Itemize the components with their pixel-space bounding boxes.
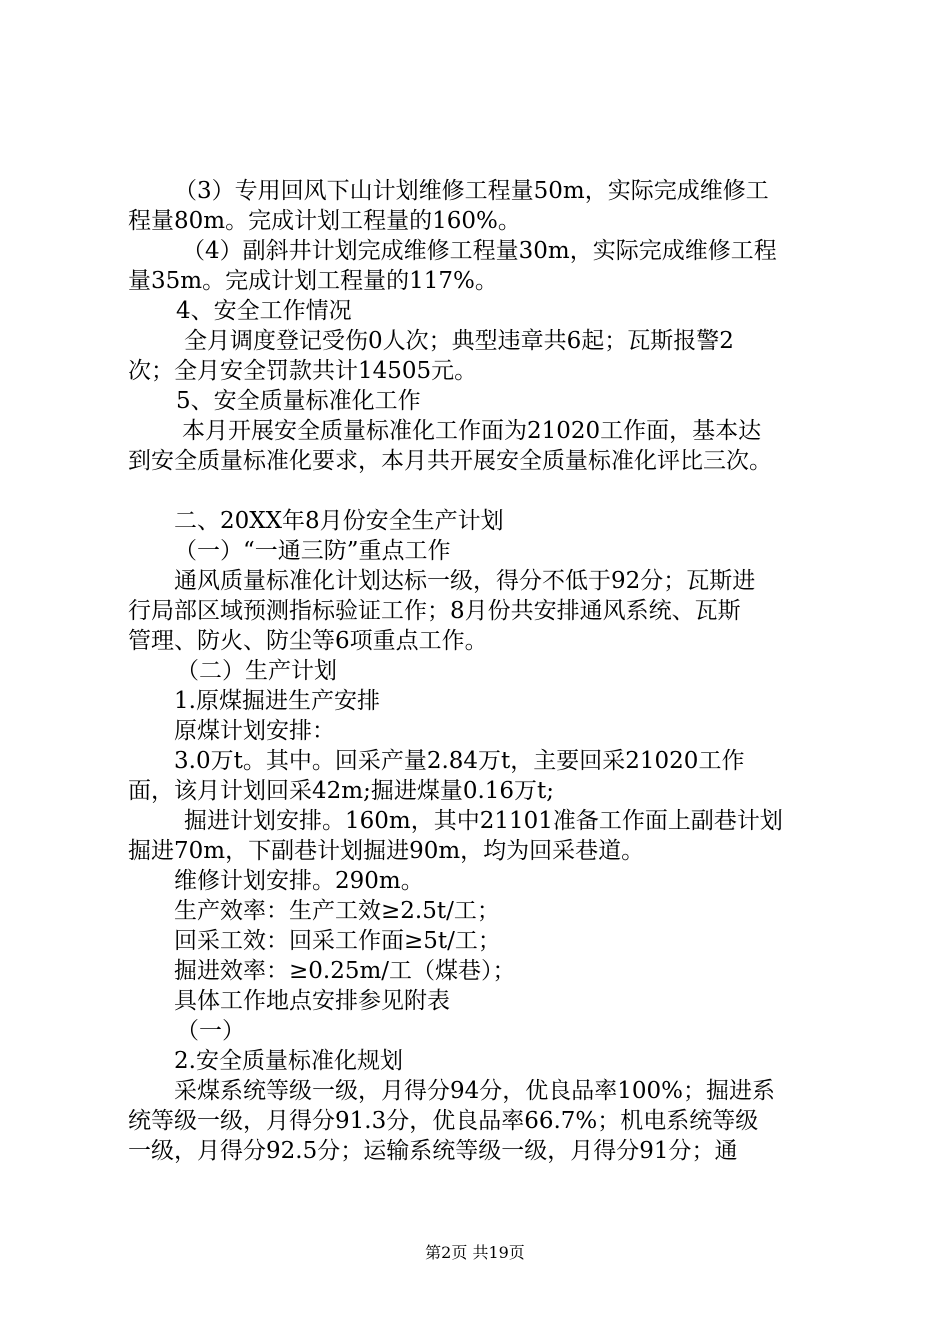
text-line: 管理、防火、防尘等6项重点工作。	[128, 628, 488, 654]
text-line: 维修计划安排。290m。	[174, 868, 424, 894]
text-line: 原煤计划安排：	[174, 718, 335, 744]
text-line: 一级，月得分92.5分；运输系统等级一级，月得分91分；通	[128, 1138, 738, 1164]
text-line: 全月调度登记受伤0人次；典型违章共6起；瓦斯报警2	[184, 328, 734, 354]
text-line: 通风质量标准化计划达标一级，得分不低于92分；瓦斯进	[174, 568, 756, 594]
text-line: 回采工效：回采工作面≥5t/工；	[174, 928, 501, 954]
subsection-heading: （一）“一通三防”重点工作	[174, 538, 451, 564]
text-line: 1.原煤掘进生产安排	[174, 688, 380, 714]
section-heading: 5、安全质量标准化工作	[176, 388, 421, 414]
text-line: 行局部区域预测指标验证工作；8月份共安排通风系统、瓦斯	[128, 598, 741, 624]
text-line: 程量80m。完成计划工程量的160%。	[128, 208, 521, 234]
text-line: 掘进计划安排。160m，其中21101准备工作面上副巷计划	[184, 808, 783, 834]
text-line: （一）	[176, 1018, 245, 1044]
text-line: （3）专用回风下山计划维修工程量50m，实际完成维修工	[174, 178, 769, 204]
text-line: 统等级一级，月得分91.3分，优良品率66.7%；机电系统等级	[128, 1108, 759, 1134]
subsection-heading: （二）生产计划	[176, 658, 337, 684]
paragraph-gap	[128, 476, 840, 506]
text-line: 到安全质量标准化要求，本月共开展安全质量标准化评比三次。	[128, 448, 772, 474]
page-number: 第2页 共19页	[425, 1243, 525, 1262]
document-body	[128, 176, 840, 1166]
text-line: 次；全月安全罚款共计14505元。	[128, 358, 478, 384]
section-heading: 2.安全质量标准化规划	[174, 1048, 403, 1074]
section-heading: 二、20XX年8月份安全生产计划	[174, 508, 504, 534]
text-line: 生产效率：生产工效≥2.5t/工；	[174, 898, 500, 924]
text-line: 本月开展安全质量标准化工作面为21020工作面，基本达	[182, 418, 762, 444]
text-line: 具体工作地点安排参见附表	[174, 988, 450, 1014]
text-line: 3.0万t。其中。回采产量2.84万t，主要回采21020工作	[174, 748, 745, 774]
section-heading: 4、安全工作情况	[176, 298, 352, 324]
text-line: 掘进效率：≥0.25m/工（煤巷）；	[174, 958, 516, 984]
text-line: 采煤系统等级一级，月得分94分，优良品率100%；掘进系	[174, 1078, 776, 1104]
text-line: 掘进70m，下副巷计划掘进90m，均为回采巷道。	[128, 838, 645, 864]
text-line: 面，该月计划回采42m;掘进煤量0.16万t;	[128, 778, 555, 804]
text-line: 量35m。完成计划工程量的117%。	[128, 268, 498, 294]
text-line: （4）副斜井计划完成维修工程量30m，实际完成维修工程	[182, 238, 777, 264]
